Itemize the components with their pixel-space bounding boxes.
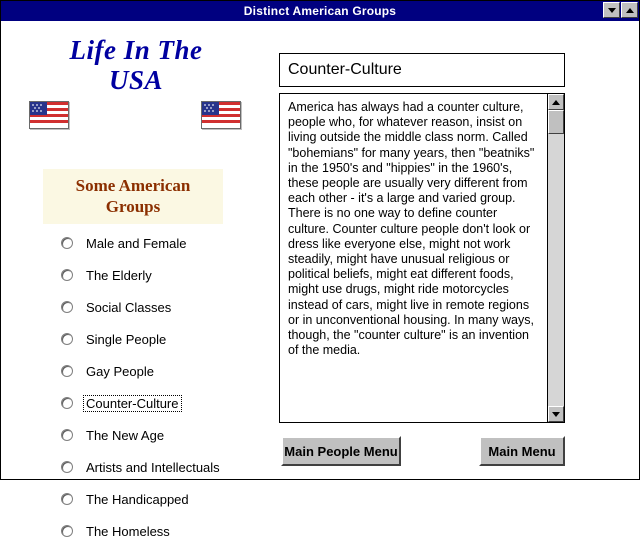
maximize-button[interactable] [621, 2, 638, 18]
radio-button-icon[interactable] [61, 333, 73, 345]
title-bar [1, 1, 639, 21]
group-radio-list [61, 231, 261, 551]
article-scrollbar[interactable] [547, 94, 564, 422]
radio-button-icon[interactable] [61, 237, 73, 249]
topic-title-box [279, 53, 565, 87]
chevron-up-icon [626, 8, 634, 13]
radio-button-icon[interactable] [61, 365, 73, 377]
radio-button-icon[interactable] [61, 301, 73, 313]
radio-item-the-handicapped[interactable] [61, 487, 261, 511]
main-menu-button[interactable]: Main Menu [479, 436, 565, 466]
radio-item-male-and-female[interactable] [61, 231, 261, 255]
american-flag-icon [29, 101, 69, 129]
radio-button-icon[interactable] [61, 269, 73, 281]
radio-item-social-classes[interactable] [61, 295, 261, 319]
main-people-menu-button[interactable]: Main People Menu [281, 436, 401, 466]
radio-item-label: Gay People [86, 363, 154, 379]
radio-button-icon[interactable] [61, 493, 73, 505]
scroll-down-button[interactable] [548, 406, 564, 422]
radio-item-gay-people[interactable] [61, 359, 261, 383]
topic-title: Counter-Culture [288, 61, 402, 78]
radio-item-single-people[interactable] [61, 327, 261, 351]
triangle-up-icon [552, 100, 560, 105]
radio-button-icon[interactable] [61, 525, 73, 537]
left-panel [1, 21, 269, 539]
radio-item-label: Counter-Culture [83, 395, 182, 412]
radio-button-icon[interactable] [61, 429, 73, 441]
radio-item-label: Male and Female [86, 235, 187, 251]
scrollbar-thumb[interactable] [548, 110, 564, 134]
radio-item-the-elderly[interactable] [61, 263, 261, 287]
radio-item-label: Artists and Intellectuals [86, 459, 220, 475]
american-flag-icon [201, 101, 241, 129]
radio-item-label: Social Classes [86, 299, 172, 315]
radio-item-the-new-age[interactable] [61, 423, 261, 447]
radio-item-label: The New Age [86, 427, 165, 443]
article-panel [279, 93, 565, 423]
chevron-down-icon [608, 8, 616, 13]
radio-button-icon[interactable] [61, 461, 73, 473]
scroll-up-button[interactable] [548, 94, 564, 110]
radio-item-label: Single People [86, 331, 167, 347]
minimize-button[interactable] [603, 2, 620, 18]
panel-heading: Some American Groups [43, 169, 223, 224]
radio-item-artists-and-intellectuals[interactable] [61, 455, 261, 479]
title-bar-buttons [603, 2, 638, 18]
radio-button-icon[interactable] [61, 397, 73, 409]
logo-line-1: Life In The [69, 35, 203, 65]
window-title: Distinct American Groups [243, 4, 397, 18]
radio-item-label: The Homeless [86, 523, 170, 539]
radio-item-label: The Handicapped [86, 491, 189, 507]
site-logo [31, 35, 241, 95]
scrollbar-track[interactable] [548, 110, 564, 406]
radio-item-label: The Elderly [86, 267, 152, 283]
radio-item-the-homeless[interactable] [61, 519, 261, 543]
radio-item-counter-culture[interactable] [61, 391, 261, 415]
article-text: America has always had a counter culture, people who, for whatever reason, insist on living outside the middle class norm. Called "bohemians" for many years, then "beatniks" in the 1950's and "hippies" in the 1960's, these people are usually very different from each other - it's a large and varied group. There is no one way to define counter culture. Counter culture people don't look or dress like everyone else, might not work steadily, might have unusual religious or political beliefs, might eat different foods, might use drugs, might ride motorcycles instead of cars, might live in remote regions or in unconventional housing. In many ways, though, the "counter culture" is an invention of the media. [288, 100, 538, 358]
triangle-down-icon [552, 412, 560, 417]
logo-line-2: USA [108, 65, 164, 95]
